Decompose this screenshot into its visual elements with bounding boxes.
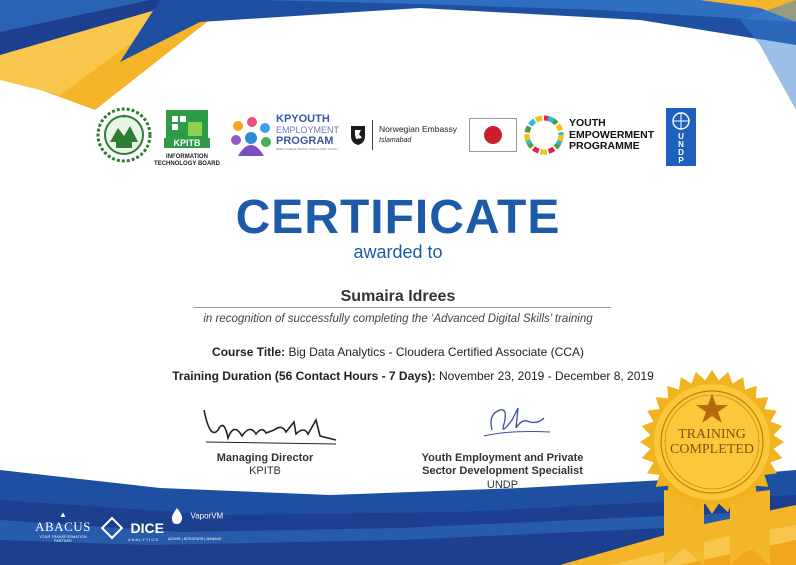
kpitb-caption: [138, 154, 236, 168]
abacus-mark-icon: ▲: [59, 510, 67, 519]
vapor-drop-icon: [168, 507, 186, 525]
left-signatory-org: KPITB: [249, 465, 281, 477]
dice-icon: [101, 516, 124, 539]
seal-line2: COMPLETED: [670, 442, 754, 457]
left-signatory-role: Managing Director: [216, 452, 314, 464]
course-label: Course Title:: [212, 345, 286, 359]
right-role-line1: Youth Employment and Private: [421, 452, 584, 464]
dice-name: DICE: [130, 519, 164, 536]
certificate-subtitle: awarded to: [353, 242, 443, 262]
right-signatory-org: UNDP: [486, 479, 519, 491]
un-emblem-icon: [669, 110, 693, 132]
svg-text:★: ★: [121, 113, 127, 120]
dice-logo: [104, 519, 166, 542]
yep-line2: EMPOWERMENT: [569, 128, 655, 141]
yep-line1: YOUTH: [569, 117, 606, 129]
kpyouth-tagline: EMPLOYABLE DIGITAL SKILLS FOR YOUTH: [276, 147, 338, 151]
recognition-text: in recognition of successfully completing the ‘Advanced Digital Skills’ training: [203, 313, 593, 325]
norway-line1: Norwegian Embassy: [379, 124, 457, 134]
right-role-line2: Sector Development Specialist: [422, 465, 583, 477]
undp-letters: [666, 133, 696, 165]
seal-line1: TRAINING: [678, 427, 746, 442]
training-completed-seal: [638, 368, 786, 516]
yep-wordmark: [569, 118, 669, 153]
duration-label: Training Duration (56 Contact Hours - 7 Days):: [172, 369, 436, 383]
kpitb-label: KPITB: [164, 138, 210, 148]
recipient-underline: [193, 307, 611, 308]
norway-line2: Islamabad: [379, 137, 412, 144]
kpitb-caption-line2: TECHNOLOGY BOARD: [154, 161, 220, 167]
kpyouth-line3: PROGRAM: [276, 135, 334, 147]
vapor-tagline: ADVISE | INTEGRATE | MANAGE: [168, 537, 222, 542]
kpyouth-line1: KPYOUTH: [276, 113, 330, 125]
course-line: [0, 345, 796, 359]
kpyouth-wordmark: [276, 114, 356, 151]
abacus-logo: [30, 510, 96, 543]
kpyouth-emblem-icon: [228, 116, 274, 160]
sponsor-logos: [0, 104, 796, 179]
kpitb-caption-line1: INFORMATION: [166, 154, 208, 160]
norway-lion-crest-icon: [349, 124, 367, 146]
right-signatory-role: [400, 452, 605, 478]
sdg-wheel-icon: [524, 115, 564, 155]
certificate-title: CERTIFICATE: [235, 191, 561, 244]
japan-flag-icon: [469, 118, 517, 152]
abacus-name: ABACUS: [35, 519, 91, 534]
norway-embassy-label: [379, 124, 469, 146]
undp-letter: U: [678, 132, 684, 141]
undp-letter: D: [678, 148, 684, 157]
undp-letter: P: [678, 156, 684, 165]
recipient-name: Sumaira Idrees: [340, 288, 456, 305]
abacus-tagline: YOUR TRANSFORMATION PARTNER: [39, 535, 87, 543]
undp-letter: N: [678, 140, 684, 149]
left-signature: [196, 400, 346, 450]
course-value: Big Data Analytics - Cloudera Certified Associate (CCA): [288, 345, 584, 359]
vapor-logo: [168, 507, 228, 541]
kpyouth-line2: EMPLOYMENT: [276, 125, 340, 135]
vapor-name: VaporVM: [190, 511, 224, 521]
norway-divider: [372, 120, 373, 150]
duration-value: November 23, 2019 - December 8, 2019: [438, 369, 654, 383]
dice-tagline: ANALYTICS: [128, 537, 159, 542]
right-signature: [478, 400, 558, 444]
yep-line3: PROGRAMME: [569, 140, 640, 152]
undp-logo: [666, 108, 696, 166]
